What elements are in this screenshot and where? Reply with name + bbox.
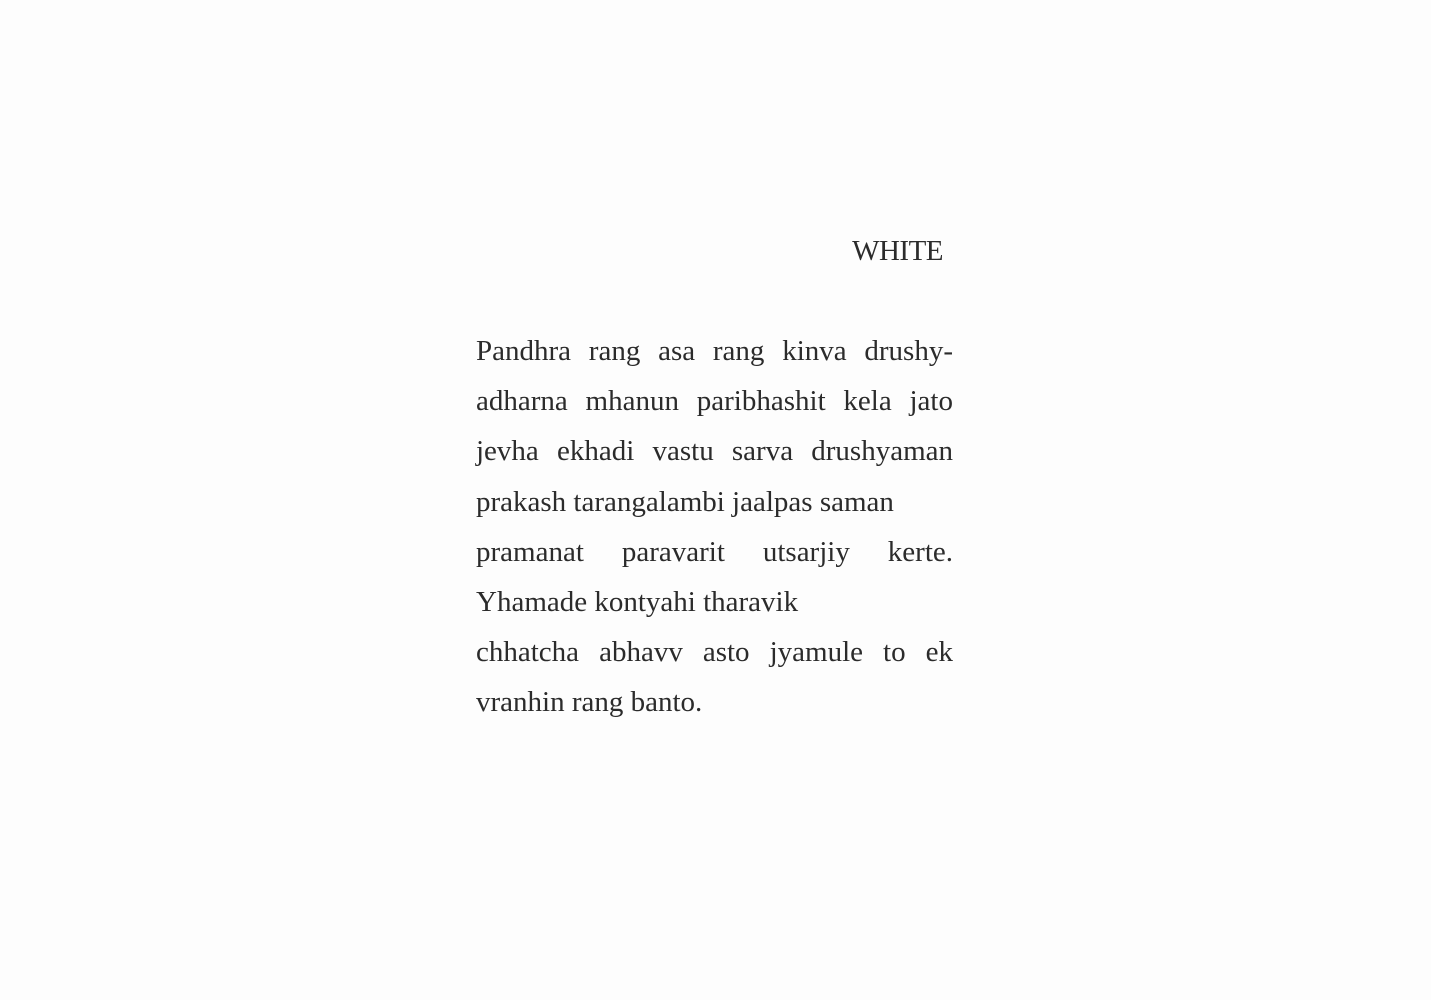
body-text — [476, 326, 953, 728]
page-title: WHITE — [852, 235, 943, 267]
paragraph: Pandhra rang asa rang kinva drushy-adharna mhanun paribhashit kela jato jevha ekhadi vastu sarva drushyaman prakash tarangalambi jaalpas saman — [476, 335, 953, 518]
paragraph: chhatcha abhavv asto jyamule to ek vranhin rang banto. — [476, 636, 953, 719]
paragraph: pramanat paravarit utsarjiy kerte. Yhamade kontyahi tharavik — [476, 535, 953, 619]
